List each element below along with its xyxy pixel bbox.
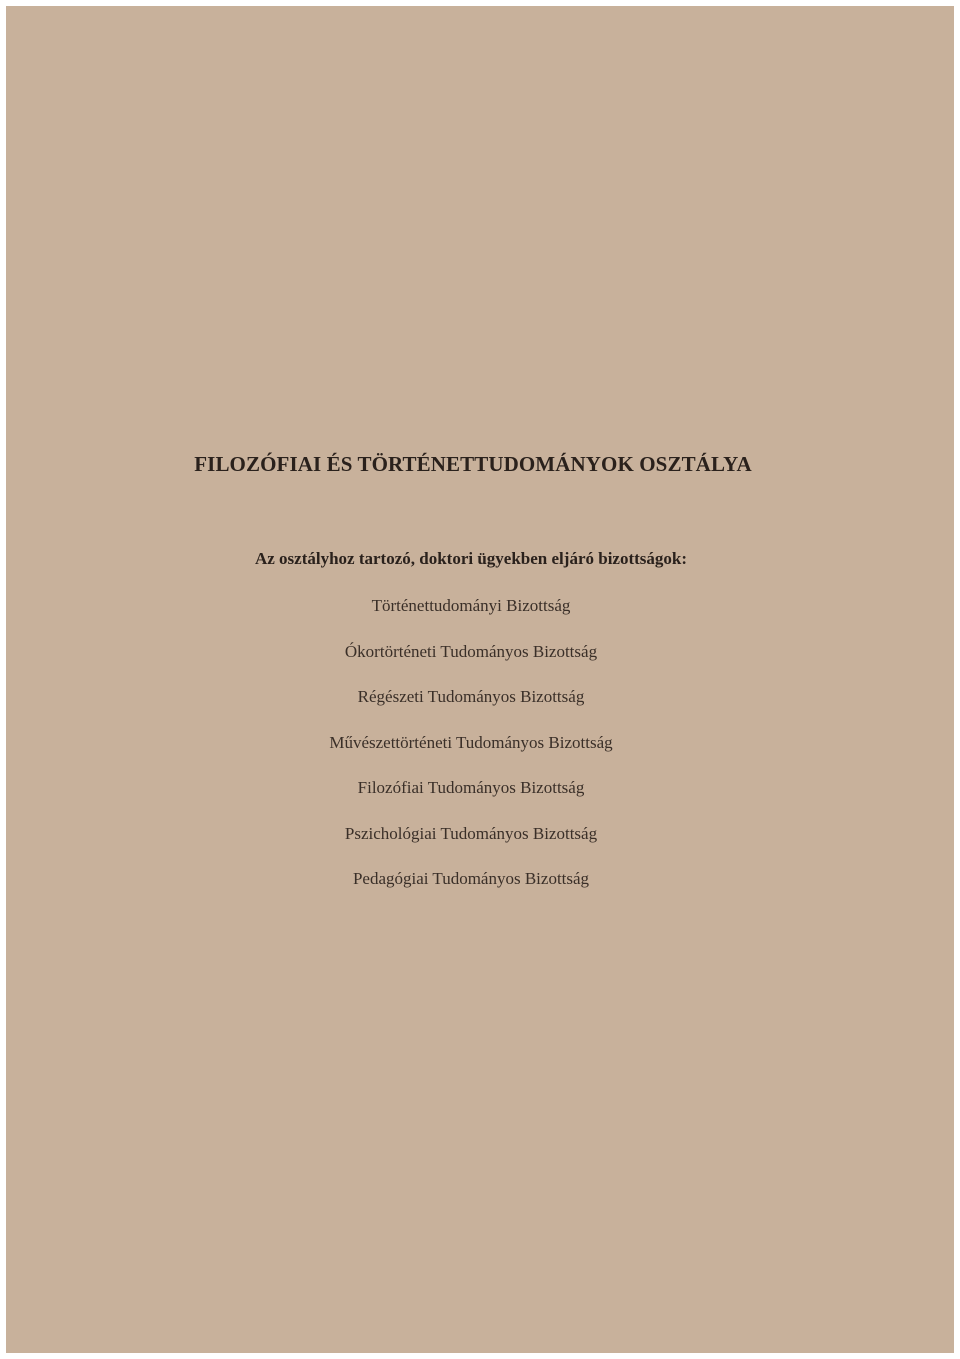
committee-list — [6, 594, 936, 913]
committee-item: Pedagógiai Tudományos Bizottság — [352, 869, 590, 888]
document-page — [6, 6, 954, 1353]
committee-item: Ókortörténeti Tudományos Bizottság — [344, 641, 598, 661]
page-title: FILOZÓFIAI ÉS TÖRTÉNETTUDOMÁNYOK OSZTÁLYA — [194, 452, 752, 476]
committee-item: Régészeti Tudományos Bizottság — [357, 687, 585, 706]
committee-item: Művészettörténeti Tudományos Bizottság — [329, 732, 613, 752]
committee-item: Történettudományi Bizottság — [371, 596, 571, 615]
committee-item: Pszichológiai Tudományos Bizottság — [344, 823, 598, 843]
committee-item: Filozófiai Tudományos Bizottság — [357, 778, 585, 797]
committees-subheading: Az osztályhoz tartozó, doktori ügyekben eljáró bizottságok: — [254, 549, 688, 568]
